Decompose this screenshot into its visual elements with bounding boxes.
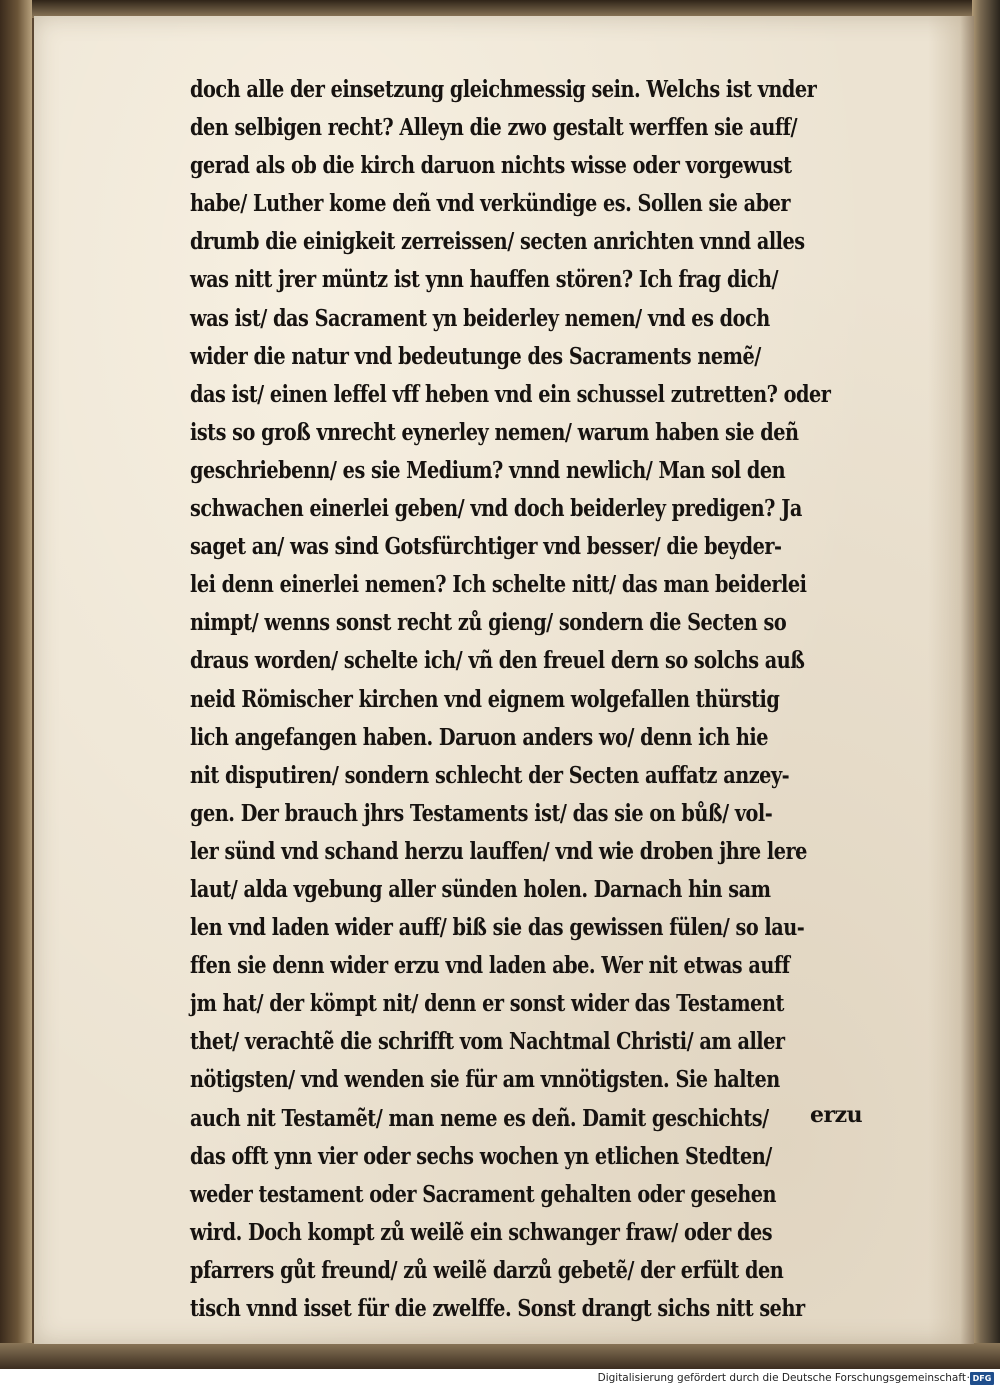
- text-line: nötigsten/ vnd wenden sie für am vnnötigsten. Sie halten: [190, 1065, 780, 1094]
- text-line: lei denn einerlei nemen? Ich schelte nitt/ das man beiderlei: [190, 570, 807, 599]
- text-line: wird. Doch kompt zů weilẽ ein schwanger fraw/ oder des: [190, 1217, 773, 1246]
- text-line: jm hat/ der kömpt nit/ denn er sonst wider das Testament: [190, 989, 784, 1018]
- text-line: gerad als ob die kirch daruon nichts wisse oder vorgewust: [190, 151, 792, 180]
- text-line: laut/ alda vgebung aller sünden holen. Darnach hin sam: [190, 874, 771, 903]
- text-line: draus worden/ schelte ich/ vñ den freuel dern so solchs auß: [190, 646, 805, 675]
- text-line: gen. Der brauch jhrs Testaments ist/ das sie on bůß/ vol-: [190, 798, 773, 827]
- footer-separator: ·: [966, 1372, 970, 1384]
- text-line: nit disputiren/ sondern schlecht der Secten auffatz anzey-: [190, 760, 790, 789]
- body-text: [190, 70, 910, 1327]
- text-line: ists so groß vnrecht eynerley nemen/ warum haben sie deñ: [190, 417, 799, 446]
- funding-credit: Digitalisierung gefördert durch die Deutsche Forschungsgemeinschaft: [597, 1372, 966, 1384]
- text-line: thet/ verachtẽ die schrifft vom Nachtmal Christi/ am aller: [190, 1027, 785, 1056]
- text-line: ffen sie denn wider erzu vnd laden abe. Wer nit etwas auff: [190, 951, 790, 980]
- text-line: geschriebenn/ es sie Medium? vnnd newlich/ Man sol den: [190, 455, 786, 484]
- catchword: erzu: [810, 1102, 863, 1128]
- text-line: schwachen einerlei geben/ vnd doch beiderley predigen? Ja: [190, 494, 802, 523]
- dfg-logo-icon[interactable]: DFG: [970, 1372, 994, 1385]
- text-line: tisch vnnd isset für die zwelffe. Sonst drangt sichs nitt sehr: [190, 1294, 805, 1322]
- scan-edge-right: [972, 0, 1000, 1369]
- text-line: wider die natur vnd bedeutunge des Sacraments nemẽ/: [190, 341, 761, 370]
- text-line: das ist/ einen leffel vff heben vnd ein schussel zutretten? oder: [190, 379, 831, 408]
- text-line: habe/ Luther kome deñ vnd verkündige es. Sollen sie aber: [190, 189, 791, 218]
- text-line: den selbigen recht? Alleyn die zwo gestalt werffen sie auff/: [190, 113, 798, 142]
- text-line: lich angefangen haben. Daruon anders wo/ denn ich hie: [190, 722, 769, 751]
- scan-edge-bottom: [0, 1343, 1000, 1369]
- text-line: doch alle der einsetzung gleichmessig sein. Welchs ist vnder: [190, 75, 817, 103]
- page-gutter-shadow: [928, 16, 974, 1344]
- text-line: len vnd laden wider auff/ biß sie das gewissen fülen/ so lau-: [190, 913, 805, 942]
- footer-bar: [0, 1369, 1000, 1389]
- scan-edge-left: [0, 0, 32, 1369]
- text-line: ler sünd vnd schand herzu lauffen/ vnd wie droben jhre lere: [190, 836, 807, 865]
- text-line: weder testament oder Sacrament gehalten oder gesehen: [190, 1179, 777, 1208]
- text-line: das offt ynn vier oder sechs wochen yn etlichen Stedten/: [190, 1141, 772, 1170]
- text-line: saget an/ was sind Gotsfürchtiger vnd besser/ die beyder-: [190, 532, 782, 561]
- text-line: pfarrers gůt freund/ zů weilẽ darzů gebetẽ/ der erfült den: [190, 1255, 784, 1284]
- text-line: was ist/ das Sacrament yn beiderley nemen/ vnd es doch: [190, 303, 770, 332]
- text-line: auch nit Testamẽt/ man neme es deñ. Damit geschichts/: [190, 1103, 769, 1132]
- text-line: drumb die einigkeit zerreissen/ secten anrichten vnnd alles: [190, 227, 805, 256]
- text-line: was nitt jrer müntz ist ynn hauffen stören? Ich frag dich/: [190, 265, 779, 294]
- text-line: neid Römischer kirchen vnd eignem wolgefallen thürstig: [190, 684, 780, 713]
- text-line: nimpt/ wenns sonst recht zů gieng/ sondern die Secten so: [190, 608, 787, 637]
